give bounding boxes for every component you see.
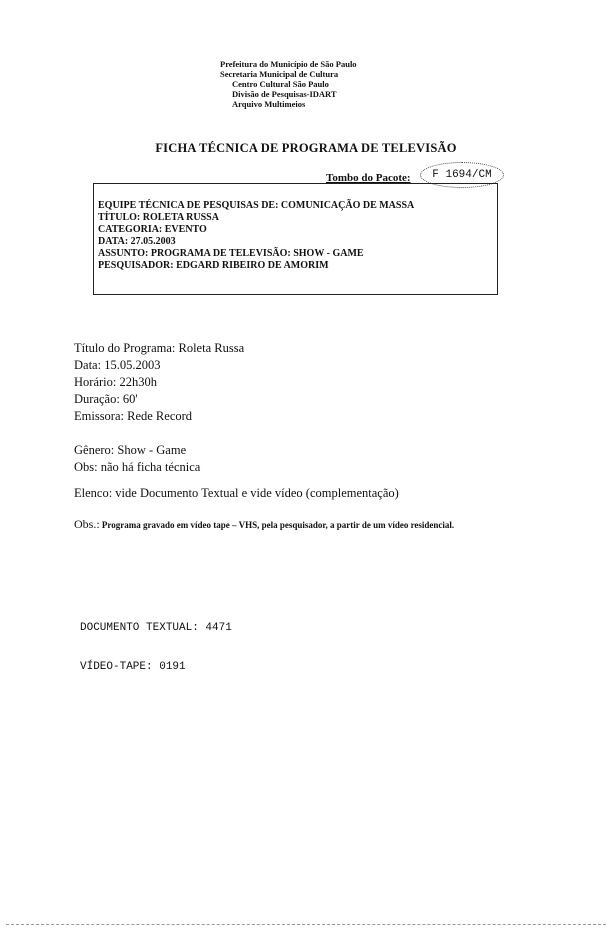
spacer bbox=[74, 425, 244, 442]
program-details bbox=[74, 340, 244, 476]
recording-note-label: Obs.: bbox=[74, 517, 100, 531]
program-title: Título do Programa: Roleta Russa bbox=[74, 341, 245, 355]
program-cast: Elenco: vide Documento Textual e vide vídeo (complementação) bbox=[74, 486, 399, 500]
institution-line-2: Secretaria Municipal de Cultura bbox=[220, 69, 339, 79]
institution-line-5: Arquivo Multimeios bbox=[232, 99, 306, 109]
recording-note-text: Programa gravado em vídeo tape – VHS, pela pesquisador, a partir de um vídeo residencial. bbox=[101, 520, 455, 530]
program-date: Data: 15.05.2003 bbox=[74, 358, 161, 372]
categoria-line: CATEGORIA: EVENTO bbox=[98, 224, 207, 235]
program-broadcaster: Emissora: Rede Record bbox=[74, 409, 193, 423]
tombo-label: Tombo do Pacote: bbox=[326, 172, 411, 184]
titulo-line: TÍTULO: ROLETA RUSSA bbox=[98, 212, 219, 223]
institution-header bbox=[220, 59, 400, 109]
institution-line-4: Divisão de Pesquisas-IDART bbox=[232, 89, 337, 99]
document-title: FICHA TÉCNICA DE PROGRAMA DE TELEVISÃO bbox=[155, 141, 457, 155]
data-line: DATA: 27.05.2003 bbox=[98, 236, 176, 247]
videotape-code: VÍDEO-TAPE: 0191 bbox=[80, 661, 186, 673]
recording-note bbox=[74, 518, 494, 531]
pesquisador-line: PESQUISADOR: EDGARD RIBEIRO DE AMORIM bbox=[98, 260, 329, 271]
document-code: DOCUMENTO TEXTUAL: 4471 bbox=[80, 622, 232, 634]
program-time: Horário: 22h30h bbox=[74, 375, 157, 389]
tombo-stamp: F 1694/CM bbox=[420, 162, 504, 188]
assunto-line: ASSUNTO: PROGRAMA DE TELEVISÃO: SHOW - GAME bbox=[98, 248, 364, 259]
program-obs: Obs: não há ficha técnica bbox=[74, 460, 201, 474]
institution-line-3: Centro Cultural São Paulo bbox=[232, 79, 329, 89]
header-info-box bbox=[93, 183, 498, 295]
scan-footer-line bbox=[6, 924, 606, 925]
program-duration: Duração: 60' bbox=[74, 392, 138, 406]
archive-codes bbox=[80, 596, 232, 687]
institution-line-1: Prefeitura do Município de São Paulo bbox=[220, 59, 357, 69]
box-bottom-divider bbox=[93, 294, 497, 295]
team-line: EQUIPE TÉCNICA DE PESQUISAS DE: COMUNICAÇÃO DE MASSA bbox=[98, 200, 415, 211]
program-genre: Gênero: Show - Game bbox=[74, 443, 187, 457]
